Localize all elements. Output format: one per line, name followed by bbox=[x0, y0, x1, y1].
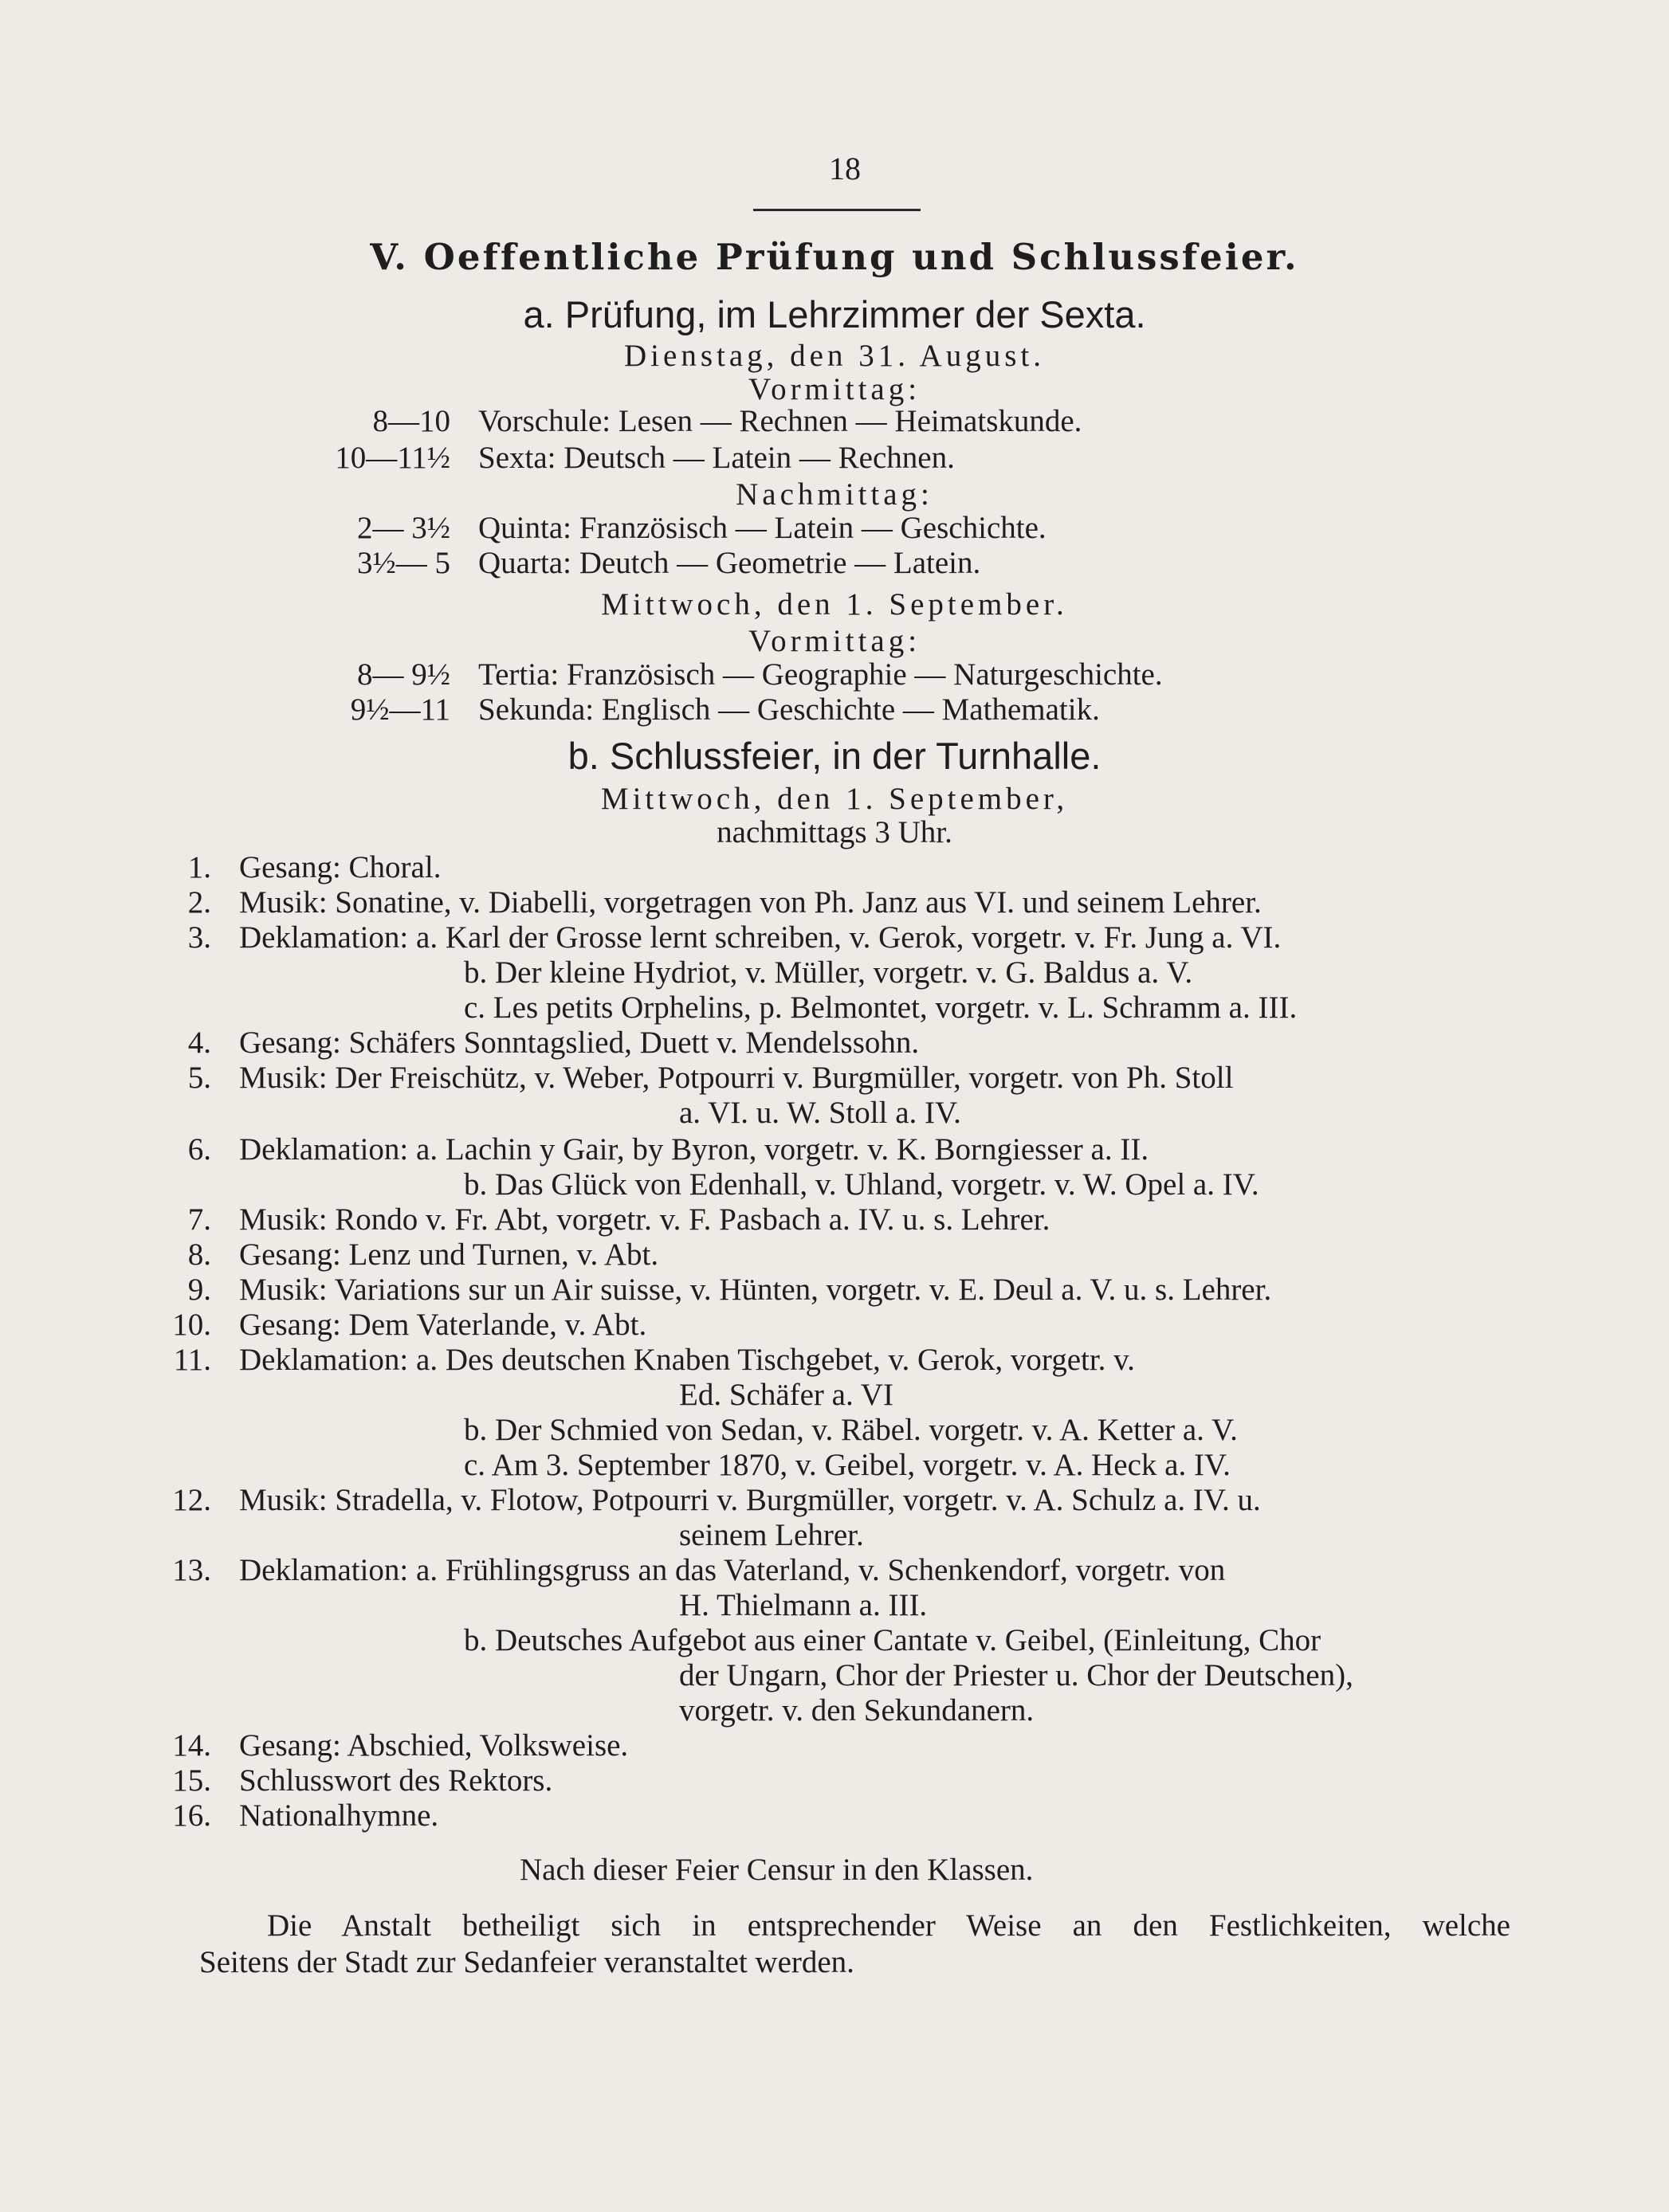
program-number: 15. bbox=[172, 1763, 211, 1798]
program-text: Ed. Schäfer a. VI bbox=[679, 1378, 893, 1412]
schedule-time: 8—10 bbox=[372, 404, 450, 438]
page-number-rule bbox=[753, 209, 921, 211]
day1-afternoon-label: Nachmittag: bbox=[736, 477, 933, 512]
schedule-time: 9½—11 bbox=[350, 692, 450, 727]
program-text: H. Thielmann a. III. bbox=[679, 1588, 928, 1622]
page-number: 18 bbox=[829, 151, 861, 186]
program-number: 16. bbox=[172, 1798, 211, 1833]
program-text: Deklamation: a. Frühlingsgruss an das Vaterland, v. Schenkendorf, vorgetr. von bbox=[239, 1553, 1226, 1587]
schedule-entry: Quinta: Französisch — Latein — Geschichte. bbox=[478, 511, 1047, 545]
program-text: Gesang: Choral. bbox=[239, 850, 442, 884]
schedule-time: 10—11½ bbox=[335, 441, 450, 475]
day2-morning-label: Vormittag: bbox=[748, 624, 921, 658]
part-b-time: nachmittags 3 Uhr. bbox=[717, 815, 952, 849]
program-text: Musik: Der Freischütz, v. Weber, Potpourri v. Burgmüller, vorgetr. von Ph. Stoll bbox=[239, 1061, 1234, 1095]
program-text: b. Deutsches Aufgebot aus einer Cantate v. Geibel, (Einleitung, Chor bbox=[464, 1623, 1321, 1657]
program-text: Gesang: Schäfers Sonntagslied, Duett v. Mendelssohn. bbox=[239, 1026, 920, 1060]
program-number: 14. bbox=[172, 1728, 211, 1763]
program-text: Deklamation: a. Lachin y Gair, by Byron, vorgetr. v. K. Borngiesser a. II. bbox=[239, 1132, 1149, 1167]
program-text: Musik: Variations sur un Air suisse, v. Hünten, vorgetr. v. E. Deul a. V. u. s. Lehrer. bbox=[239, 1273, 1272, 1307]
schedule-entry: Vorschule: Lesen — Rechnen — Heimatskunde. bbox=[478, 404, 1082, 438]
closing-paragraph-line2: Seitens der Stadt zur Sedanfeier veranstaltet werden. bbox=[199, 1945, 854, 1979]
program-text: Musik: Sonatine, v. Diabelli, vorgetragen von Ph. Janz aus VI. und seinem Lehrer. bbox=[239, 885, 1262, 920]
program-text: b. Der kleine Hydriot, v. Müller, vorgetr. v. G. Baldus a. V. bbox=[464, 955, 1193, 990]
program-number: 4. bbox=[187, 1026, 211, 1060]
program-text: Gesang: Dem Vaterlande, v. Abt. bbox=[239, 1308, 647, 1342]
program-text: der Ungarn, Chor der Priester u. Chor der Deutschen), bbox=[679, 1658, 1353, 1692]
closing-note: Nach dieser Feier Censur in den Klassen. bbox=[520, 1853, 1034, 1887]
program-number: 13. bbox=[172, 1553, 211, 1587]
program-text: Schlusswort des Rektors. bbox=[239, 1763, 553, 1798]
program-text: Deklamation: a. Karl der Grosse lernt schreiben, v. Gerok, vorgetr. v. Fr. Jung a. VI. bbox=[239, 920, 1282, 955]
program-text: Nationalhymne. bbox=[239, 1798, 439, 1833]
program-text: seinem Lehrer. bbox=[679, 1518, 864, 1552]
program-number: 8. bbox=[187, 1237, 211, 1272]
program-number: 7. bbox=[187, 1202, 211, 1237]
schedule-time: 3½— 5 bbox=[357, 546, 450, 580]
program-text: Musik: Rondo v. Fr. Abt, vorgetr. v. F. Pasbach a. IV. u. s. Lehrer. bbox=[239, 1202, 1050, 1237]
day1-date: Dienstag, den 31. August. bbox=[624, 339, 1045, 373]
program-text: Gesang: Lenz und Turnen, v. Abt. bbox=[239, 1237, 659, 1272]
day1-morning-label: Vormittag: bbox=[748, 372, 921, 406]
program-text: Gesang: Abschied, Volksweise. bbox=[239, 1728, 629, 1763]
part-b-title: b. Schlussfeier, in der Turnhalle. bbox=[567, 735, 1102, 777]
program-text: Deklamation: a. Des deutschen Knaben Tischgebet, v. Gerok, vorgetr. v. bbox=[239, 1343, 1135, 1377]
program-number: 12. bbox=[172, 1483, 211, 1517]
schedule-entry: Quarta: Deutch — Geometrie — Latein. bbox=[478, 546, 981, 580]
schedule-entry: Sekunda: Englisch — Geschichte — Mathematik. bbox=[478, 692, 1100, 727]
program-text: Musik: Stradella, v. Flotow, Potpourri v. Burgmüller, vorgetr. v. A. Schulz a. IV. u. bbox=[239, 1483, 1261, 1517]
schedule-time: 8— 9½ bbox=[357, 657, 450, 692]
program-number: 2. bbox=[187, 885, 211, 920]
part-a-title: a. Prüfung, im Lehrzimmer der Sexta. bbox=[523, 293, 1146, 335]
day2-date: Mittwoch, den 1. September. bbox=[601, 587, 1068, 622]
program-text: vorgetr. v. den Sekundanern. bbox=[679, 1693, 1035, 1728]
schedule-entry: Sexta: Deutsch — Latein — Rechnen. bbox=[478, 441, 955, 475]
program-text: b. Der Schmied von Sedan, v. Räbel. vorgetr. v. A. Ketter a. V. bbox=[464, 1413, 1238, 1447]
program-number: 3. bbox=[187, 920, 211, 955]
schedule-entry: Tertia: Französisch — Geographie — Naturgeschichte. bbox=[478, 657, 1163, 692]
program-number: 9. bbox=[187, 1273, 211, 1307]
program-text: b. Das Glück von Edenhall, v. Uhland, vorgetr. v. W. Opel a. IV. bbox=[464, 1167, 1259, 1202]
program-number: 5. bbox=[187, 1061, 211, 1095]
program-text: c. Am 3. September 1870, v. Geibel, vorgetr. v. A. Heck a. IV. bbox=[464, 1448, 1231, 1482]
schedule-time: 2— 3½ bbox=[357, 511, 450, 545]
part-b-date: Mittwoch, den 1. September, bbox=[600, 782, 1069, 816]
program-number: 10. bbox=[172, 1308, 211, 1342]
closing-paragraph-line1: Die Anstalt betheiligt sich in entsprechender Weise an den Festlichkeiten, welche bbox=[267, 1908, 1510, 1943]
program-text: c. Les petits Orphelins, p. Belmontet, vorgetr. v. L. Schramm a. III. bbox=[464, 990, 1298, 1025]
program-number: 6. bbox=[187, 1132, 211, 1167]
program-number: 11. bbox=[173, 1343, 211, 1377]
section-heading: V. Oeffentliche Prüfung und Schlussfeier. bbox=[370, 236, 1299, 278]
program-number: 1. bbox=[187, 850, 211, 884]
program-text: a. VI. u. W. Stoll a. IV. bbox=[679, 1096, 961, 1130]
